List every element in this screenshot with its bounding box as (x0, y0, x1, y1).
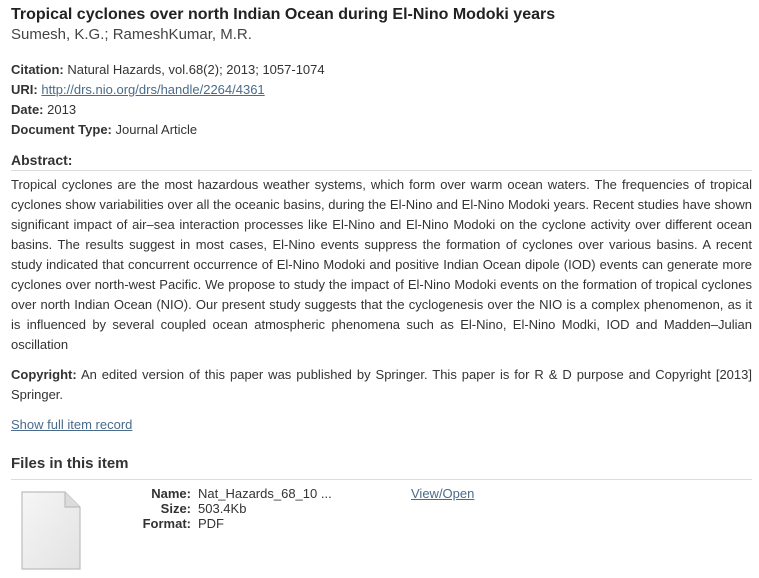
abstract-text: Tropical cyclones are the most hazardous weather systems, which form over warm ocean waters. The frequencies of tropical cyclones show variabilities over all the oceanic basins, during the El-Nino and El-Nino Modoki years. Recent studies have shown significant impact of air–sea interaction processes like El-Nino and El-Nino Modoki on the cyclone activity over different ocean basins. The results suggest in most cases, El-Nino events suppress the formation of cyclones over various basins. A recent study indicated that concurrent occurrence of El-Nino Modoki and positive Indian Ocean dipole (IOD) events can generate more cyclones over north-west Pacific. We propose to study the impact of El-Nino Modoki events on the formation of tropical cyclones over north Indian Ocean (NIO). Our present study suggests that the cyclogenesis over the NIO is a complex phenomenon, as it is influenced by several coupled ocean atmospheric phenomena such as El-Nino, El-Nino Modki, IOD and Madden–Julian oscillation (11, 177, 752, 352)
file-size-label: Size: (160, 501, 191, 516)
uri-link[interactable]: http://drs.nio.org/drs/handle/2264/4361 (41, 82, 265, 97)
page-title: Tropical cyclones over north Indian Ocean during El-Nino Modoki years (11, 6, 556, 23)
date-value: 2013 (47, 102, 77, 117)
uri-label: URI: (11, 82, 38, 97)
file-size-row (121, 501, 332, 516)
file-size-value: 503.4Kb (198, 501, 247, 516)
document-type-label: Document Type: (11, 122, 112, 137)
abstract-heading: Abstract: (11, 150, 752, 171)
files-heading: Files in this item (11, 453, 752, 480)
file-format-row (121, 516, 332, 531)
document-file-icon[interactable] (19, 490, 83, 572)
file-format-label: Format: (142, 516, 191, 531)
view-open-link[interactable]: View/Open (411, 486, 475, 501)
citation-value: Natural Hazards, vol.68(2); 2013; 1057-1074 (67, 62, 325, 77)
copyright-text: An edited version of this paper was published by Springer. This paper is for R & D purpose and Copyright [2013] Springer. (11, 367, 752, 402)
file-format-value: PDF (198, 516, 224, 531)
item-authors: Sumesh, K.G.; RameshKumar, M.R. (11, 26, 252, 43)
show-full-record-link[interactable]: Show full item record (11, 417, 133, 432)
file-name-row (121, 486, 332, 501)
uri-row (11, 80, 752, 100)
date-row (11, 100, 752, 120)
date-label: Date: (11, 102, 44, 117)
file-name-value: Nat_Hazards_68_10 ... (198, 486, 332, 501)
copyright-row (11, 365, 752, 405)
document-type-row (11, 120, 752, 140)
document-type-value: Journal Article (115, 122, 198, 137)
file-item (11, 486, 752, 576)
citation-row (11, 60, 752, 80)
file-details (121, 486, 332, 531)
file-name-label: Name: (151, 486, 191, 501)
copyright-label: Copyright: (11, 367, 77, 382)
item-metadata (11, 60, 752, 140)
citation-label: Citation: (11, 62, 64, 77)
document-file-icon-graphic (19, 490, 83, 572)
